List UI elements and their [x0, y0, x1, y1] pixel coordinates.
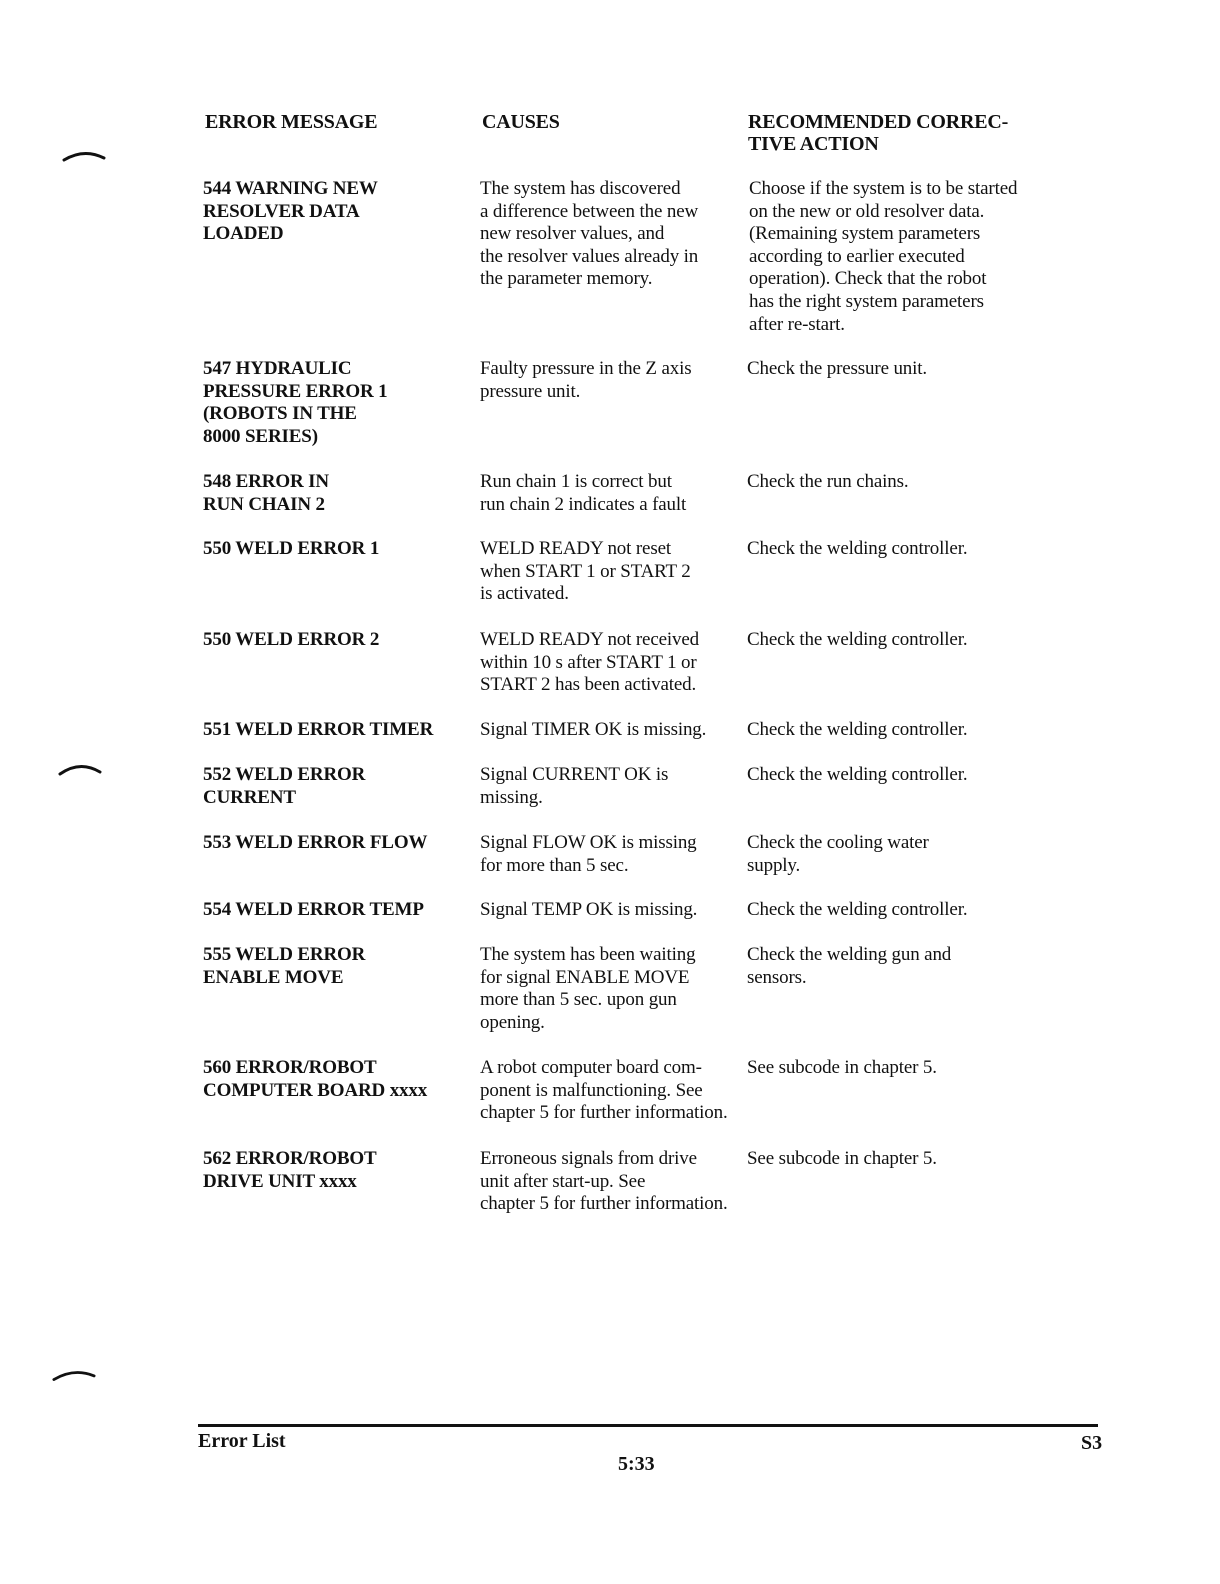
error-cause: Erroneous signals from drive unit after start-up. See chapter 5 for further information. [480, 1148, 728, 1215]
error-cause: Signal CURRENT OK is missing. [480, 764, 669, 808]
error-cause: WELD READY not reset when START 1 or START 2 is activated. [480, 538, 691, 605]
footer-section-title: Error List [198, 1430, 286, 1452]
error-message: 552 WELD ERROR CURRENT [203, 764, 366, 808]
error-cause: Signal TIMER OK is missing. [480, 719, 707, 740]
error-cause: Signal TEMP OK is missing. [480, 899, 698, 920]
error-message: 560 ERROR/ROBOT COMPUTER BOARD xxxx [203, 1057, 428, 1101]
error-cause: Signal FLOW OK is missing for more than 5 sec. [480, 832, 697, 876]
error-action: Check the cooling water supply. [747, 832, 929, 876]
error-cause: The system has been waiting for signal ENABLE MOVE more than 5 sec. upon gun opening. [480, 944, 696, 1033]
error-message: 544 WARNING NEW RESOLVER DATA LOADED [203, 178, 378, 245]
column-header-recommended-action: RECOMMENDED CORREC- TIVE ACTION [748, 111, 1009, 155]
error-action: Check the welding controller. [747, 538, 968, 559]
error-action: Check the welding controller. [747, 719, 968, 740]
error-message: 550 WELD ERROR 1 [203, 538, 380, 559]
error-message: 548 ERROR IN RUN CHAIN 2 [203, 471, 329, 515]
error-message: 553 WELD ERROR FLOW [203, 832, 428, 853]
error-cause: Run chain 1 is correct but run chain 2 indicates a fault [480, 471, 687, 515]
error-cause: A robot computer board com- ponent is malfunctioning. See chapter 5 for further information. [480, 1057, 728, 1124]
error-cause: WELD READY not received within 10 s after START 1 or START 2 has been activated. [480, 629, 700, 696]
error-cause: The system has discovered a difference between the new new resolver values, and the resolver values already in the parameter memory. [480, 178, 699, 290]
error-message: 554 WELD ERROR TEMP [203, 899, 424, 920]
error-action: Check the welding controller. [747, 764, 968, 785]
binder-mark-icon [52, 1368, 96, 1382]
error-cause: Faulty pressure in the Z axis pressure unit. [480, 358, 692, 402]
error-message: 550 WELD ERROR 2 [203, 629, 380, 650]
error-action: Choose if the system is to be started on the new or old resolver data. (Remaining system parameters according to earlier executed operation). Check that the robot has the right system parameters after re-start. [749, 178, 1018, 335]
footer-rule [198, 1424, 1098, 1427]
binder-mark-icon [62, 150, 106, 164]
error-message: 555 WELD ERROR ENABLE MOVE [203, 944, 366, 988]
binder-mark-icon [58, 762, 102, 776]
footer-edition: S3 [1081, 1432, 1103, 1454]
error-action: Check the welding controller. [747, 899, 968, 920]
column-header-error-message: ERROR MESSAGE [205, 111, 378, 133]
error-message: 551 WELD ERROR TIMER [203, 719, 434, 740]
error-message: 562 ERROR/ROBOT DRIVE UNIT xxxx [203, 1148, 377, 1192]
error-message: 547 HYDRAULIC PRESSURE ERROR 1 (ROBOTS IN THE 8000 SERIES) [203, 358, 388, 447]
footer-page-number: 5:33 [618, 1453, 655, 1475]
error-action: See subcode in chapter 5. [747, 1148, 937, 1169]
error-action: Check the welding controller. [747, 629, 968, 650]
error-action: Check the welding gun and sensors. [747, 944, 952, 988]
error-action: Check the run chains. [747, 471, 909, 492]
column-header-causes: CAUSES [482, 111, 560, 133]
error-action: See subcode in chapter 5. [747, 1057, 937, 1078]
error-action: Check the pressure unit. [747, 358, 928, 379]
